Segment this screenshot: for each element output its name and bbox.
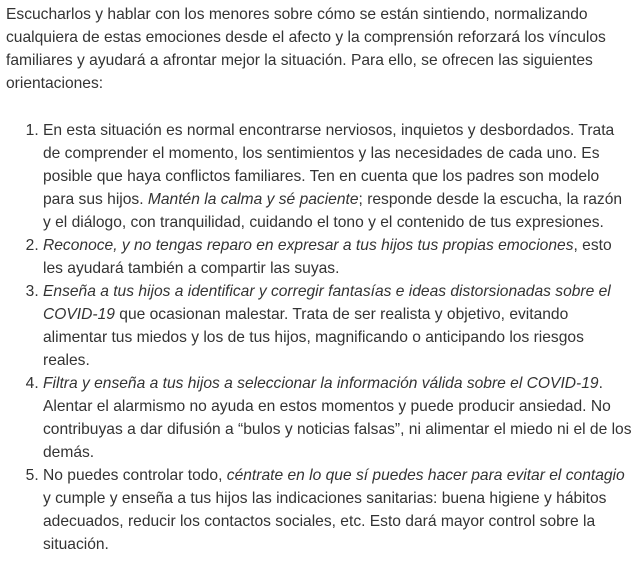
item-emphasis: Filtra y enseña a tus hijos a seleccionar la información válida sobre el COVID-19 [43,375,599,392]
item-text: No puedes controlar todo, [43,467,227,484]
item-text: que ocasionan malestar. Trata de ser realista y objetivo, evitando alimentar tus miedos y los de tus hijos, magnificando o anticipando los riesgos reales. [43,306,584,369]
item-emphasis: Reconoce, y no tengas reparo en expresar a tus hijos tus propias emociones [43,237,574,254]
list-item [43,464,632,556]
item-emphasis: céntrate en lo que sí puedes hacer para evitar el contagio [226,467,625,484]
intro-paragraph: Escucharlos y hablar con los menores sobre cómo se están sintiendo, normalizando cualquiera de estas emociones desde el afecto y la comprensión reforzará los vínculos familiares y ayudará a afrontar mejor la situación. Para ello, se ofrecen las siguientes orientaciones: [6,6,606,92]
item-text: En esta situación es normal encontrarse nerviosos, inquietos y desbordados. Trata de comprender el momento, los sentimientos y las necesidades de cada uno. Es posible que haya conflictos familiares. Ten en cuenta que los padres son modelo para sus hijos. [43,122,615,208]
list-item [43,280,632,372]
item-emphasis: Mantén la calma y sé paciente [147,191,359,208]
item-text: , esto les ayudará también a compartir las suyas. [43,237,612,277]
orientations-list [6,119,632,556]
list-item [43,234,632,280]
item-text: . Alentar el alarmismo no ayuda en estos momentos y puede producir ansiedad. No contribuyas a dar difusión a “bulos y noticias falsas”, ni alimentar el miedo ni el de los demás. [43,375,632,461]
list-item [43,119,632,234]
item-text: y cumple y enseña a tus hijos las indicaciones sanitarias: buena higiene y hábitos adecuados, reducir los contactos sociales, etc. Esto dará mayor control sobre la situación. [43,490,607,553]
item-emphasis: Enseña a tus hijos a identificar y corregir fantasías e ideas distorsionadas sobre el COVID-19 [43,283,611,323]
item-text: ; responde desde la escucha, la razón y el diálogo, con tranquilidad, cuidando el tono y el contenido de tus expresiones. [43,191,623,231]
list-item [43,372,632,464]
article-body [0,3,640,556]
